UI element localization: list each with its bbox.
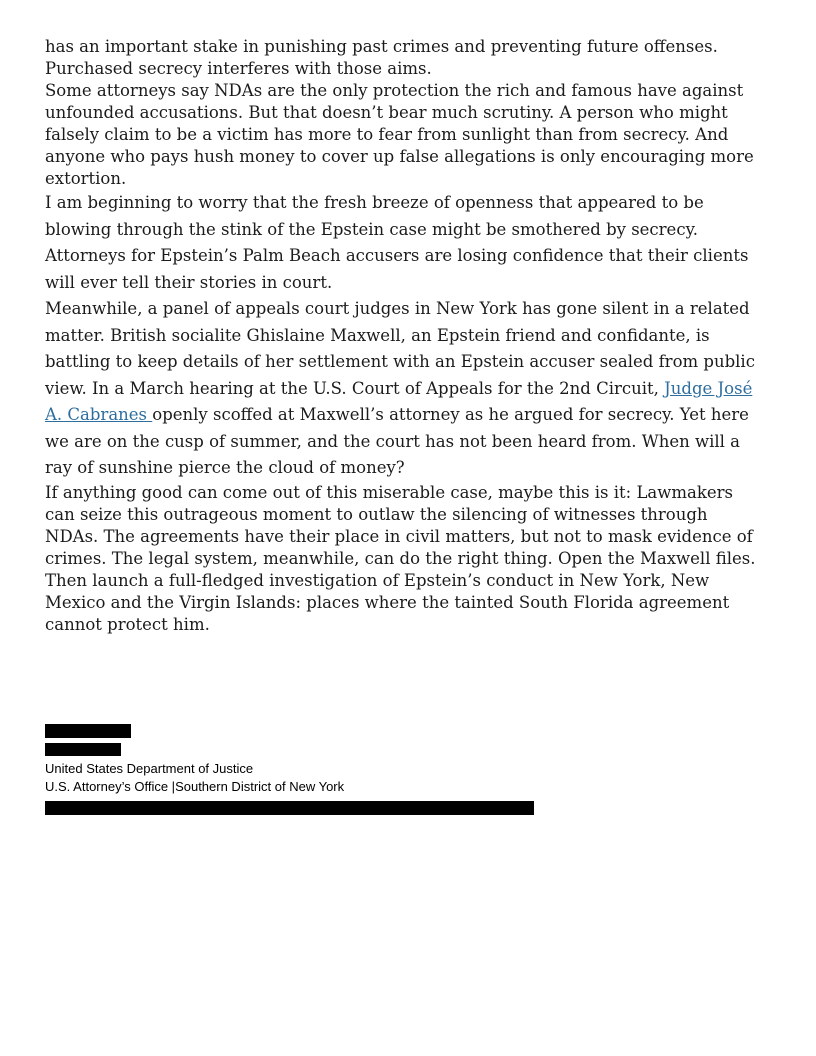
paragraph-2: Some attorneys say NDAs are the only protection the rich and famous have against unfounded accusations. But that doesn’t bear much scrutiny. A person who might falsely claim to be a victim has more to fear from sunlight than from secrecy. And anyone who pays hush money to cover up false allegations is only encouraging more extortion. xyxy=(45,81,754,188)
cabranes-link[interactable]: Judge José A. Cabranes xyxy=(45,378,753,424)
paragraph-4-text-after: openly scoffed at Maxwell’s attorney as he argued for secrecy. Yet here we are on the cusp of summer, and the court has not been heard from. When will a ray of sunshine pierce the cloud of money? xyxy=(45,405,749,477)
paragraph-4 xyxy=(45,296,763,482)
doj-name-line: United States Department of Justice xyxy=(45,760,254,776)
redaction-bar-1 xyxy=(45,724,131,738)
usao-district-line: U.S. Attorney’s Office |Southern District of New York xyxy=(45,778,345,794)
redaction-bar-3 xyxy=(45,801,534,815)
paragraph-1: has an important stake in punishing past crimes and preventing future offenses. Purchased secrecy interferes with those aims. xyxy=(45,37,718,78)
redaction-bar-2 xyxy=(45,743,121,756)
paragraph-5: If anything good can come out of this miserable case, maybe this is it: Lawmakers can seize this outrageous moment to outlaw the silencing of witnesses through NDAs. The agreements have their place in civil matters, but not to mask evidence of crimes. The legal system, meanwhile, can do the right thing. Open the Maxwell files. Then launch a full-fledged investigation of Epstein’s conduct in New York, New Mexico and the Virgin Islands: places where the tainted South Florida agreement cannot protect him. xyxy=(45,482,756,634)
paragraph-4-text-before: Meanwhile, a panel of appeals court judges in New York has gone silent in a related matter. British socialite Ghislaine Maxwell, an Epstein friend and confidante, is battling to keep details of her settlement with an Epstein accuser sealed from public view. In a March hearing at the U.S. Court of Appeals for the 2nd Circuit, xyxy=(45,299,755,398)
footer-block xyxy=(45,724,763,815)
paragraph-3: I am beginning to worry that the fresh breeze of openness that appeared to be blowing through the stink of the Epstein case might be smothered by secrecy. Attorneys for Epstein’s Palm Beach accusers are losing confidence that their clients will ever tell their stories in court. xyxy=(45,193,749,292)
